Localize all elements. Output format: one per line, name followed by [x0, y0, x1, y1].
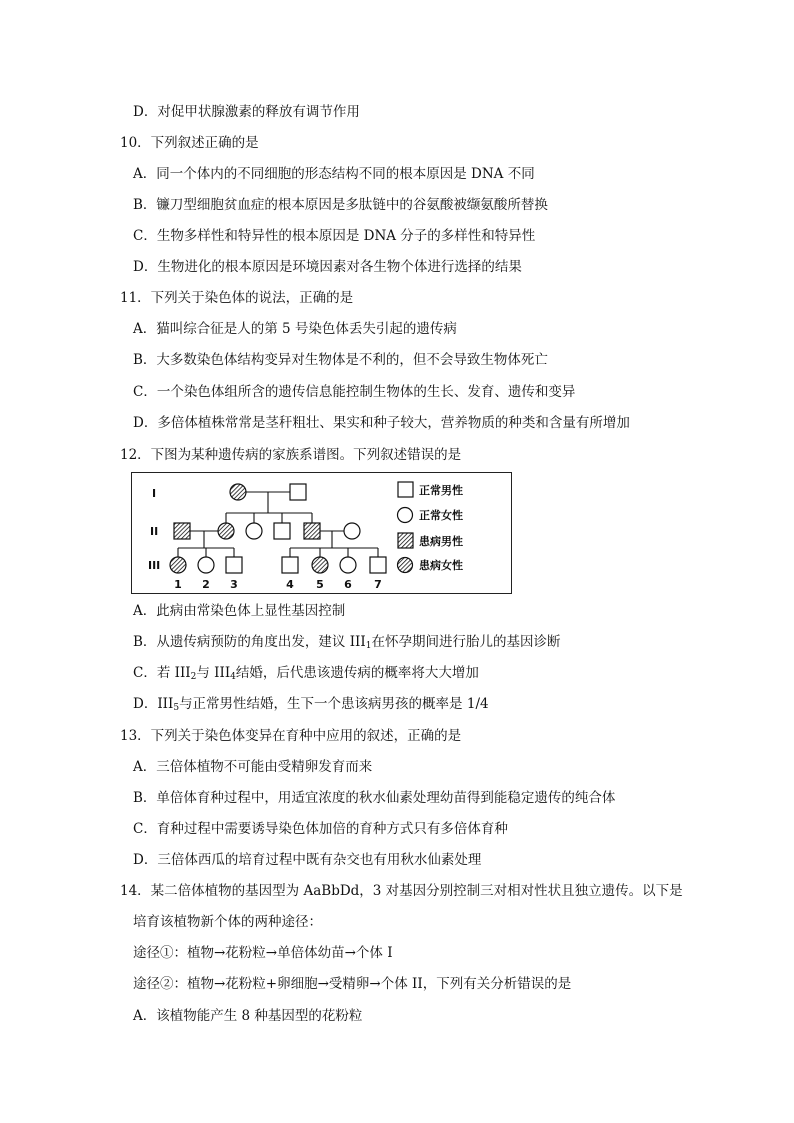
question-13: 13．下列关于染色体变异在育种中应用的叙述，正确的是 — [120, 728, 462, 744]
legend-affected-female-label: 患病女性 — [419, 559, 463, 572]
num-label-4: 4 — [286, 578, 294, 591]
gen2-affected-male — [174, 523, 190, 539]
q11-option-b: B．大多数染色体结构变异对生物体是不利的，但不会导致生物体死亡 — [133, 352, 548, 368]
q9-option-d: D．对促甲状腺激素的释放有调节作用 — [133, 104, 360, 120]
q11-option-c: C．一个染色体组所含的遗传信息能控制生物体的生长、发育、遗传和变异 — [133, 384, 576, 400]
question-14-continued: 培育该植物新个体的两种途径： — [133, 914, 322, 930]
q11-option-a: A．猫叫综合征是人的第 5 号染色体丢失引起的遗传病 — [133, 321, 457, 337]
q10-option-c: C．生物多样性和特异性的根本原因是 DNA 分子的多样性和特异性 — [133, 228, 536, 244]
gen3-7-normal-male — [370, 557, 386, 573]
q12-option-c: C．若 $III_2$与 $III_4$结婚，后代患该遗传病的概率将大大增加 — [133, 665, 479, 682]
question-14: 14．某二倍体植物的基因型为 AaBbDd，3 对基因分别控制三对相对性状且独立遗传。以下是 — [120, 883, 683, 899]
gen2-normal-female-spouse — [344, 523, 360, 539]
num-label-6: 6 — [344, 578, 352, 591]
gen2-normal-male — [274, 523, 290, 539]
q14-pathway-2: 途径②：植物→花粉粒+卵细胞→受精卵→个体 II，下列有关分析错误的是 — [133, 976, 572, 992]
num-label-2: 2 — [202, 578, 210, 591]
legend-affected-female-icon — [398, 558, 413, 573]
gen3-5-affected-female — [312, 557, 328, 573]
legend-affected-male-label: 患病男性 — [419, 535, 463, 548]
q13-option-d: D．三倍体西瓜的培育过程中既有杂交也有用秋水仙素处理 — [133, 852, 482, 868]
q13-option-a: A．三倍体植物不可能由受精卵发育而来 — [133, 759, 373, 775]
q13-option-c: C．育种过程中需要诱导染色体加倍的育种方式只有多倍体育种 — [133, 821, 508, 837]
gen-label-3: III — [148, 559, 161, 572]
question-12: 12．下图为某种遗传病的家族系谱图。下列叙述错误的是 — [120, 447, 462, 463]
q11-option-d: D．多倍体植株常常是茎秆粗壮、果实和种子较大，营养物质的种类和含量有所增加 — [133, 415, 630, 431]
q14-option-a: A．该植物能产生 8 种基因型的花粉粒 — [133, 1008, 363, 1024]
q13-option-b: B．单倍体育种过程中，用适宜浓度的秋水仙素处理幼苗得到能稳定遗传的纯合体 — [133, 790, 616, 806]
q12-option-d: D．$III_5$与正常男性结婚，生下一个患该病男孩的概率是 1/4 — [133, 696, 489, 713]
gen1-affected-female — [230, 484, 246, 500]
gen-label-2: II — [150, 525, 159, 538]
gen3-2-normal-female — [198, 557, 214, 573]
question-11: 11．下列关于染色体的说法，正确的是 — [120, 290, 354, 306]
q12-option-b: B．从遗传病预防的角度出发，建议 $III_1$在怀孕期间进行胎儿的基因诊断 — [133, 634, 561, 651]
num-label-5: 5 — [316, 578, 324, 591]
question-10: 10．下列叙述正确的是 — [120, 135, 259, 151]
num-label-3: 3 — [230, 578, 238, 591]
gen2-affected-female — [218, 523, 234, 539]
gen1-normal-male — [290, 484, 306, 500]
legend-normal-male-icon — [398, 482, 413, 497]
num-label-1: 1 — [174, 578, 182, 591]
q10-option-d: D．生物进化的根本原因是环境因素对各生物个体进行选择的结果 — [133, 259, 522, 275]
gen-label-1: I — [152, 487, 157, 500]
gen3-3-normal-male — [226, 557, 242, 573]
legend-normal-female-label: 正常女性 — [419, 509, 463, 522]
pedigree-chart — [131, 472, 512, 594]
q14-pathway-1: 途径①：植物→花粉粒→单倍体幼苗→个体 I — [133, 945, 393, 961]
gen3-1-affected-female — [170, 557, 186, 573]
q10-option-a: A．同一个体内的不同细胞的形态结构不同的根本原因是 DNA 不同 — [133, 166, 535, 182]
q10-option-b: B．镰刀型细胞贫血症的根本原因是多肽链中的谷氨酸被缬氨酸所替换 — [133, 197, 548, 213]
legend-affected-male-icon — [398, 533, 413, 548]
legend-normal-male-label: 正常男性 — [419, 484, 463, 497]
gen3-6-normal-female — [340, 557, 356, 573]
gen2-normal-female — [246, 523, 262, 539]
legend-normal-female-icon — [398, 508, 413, 523]
gen2-affected-male-2 — [304, 523, 320, 539]
legend — [398, 482, 464, 573]
num-label-7: 7 — [374, 578, 382, 591]
gen3-4-normal-male — [282, 557, 298, 573]
q12-option-a: A．此病由常染色体上显性基因控制 — [133, 603, 346, 619]
